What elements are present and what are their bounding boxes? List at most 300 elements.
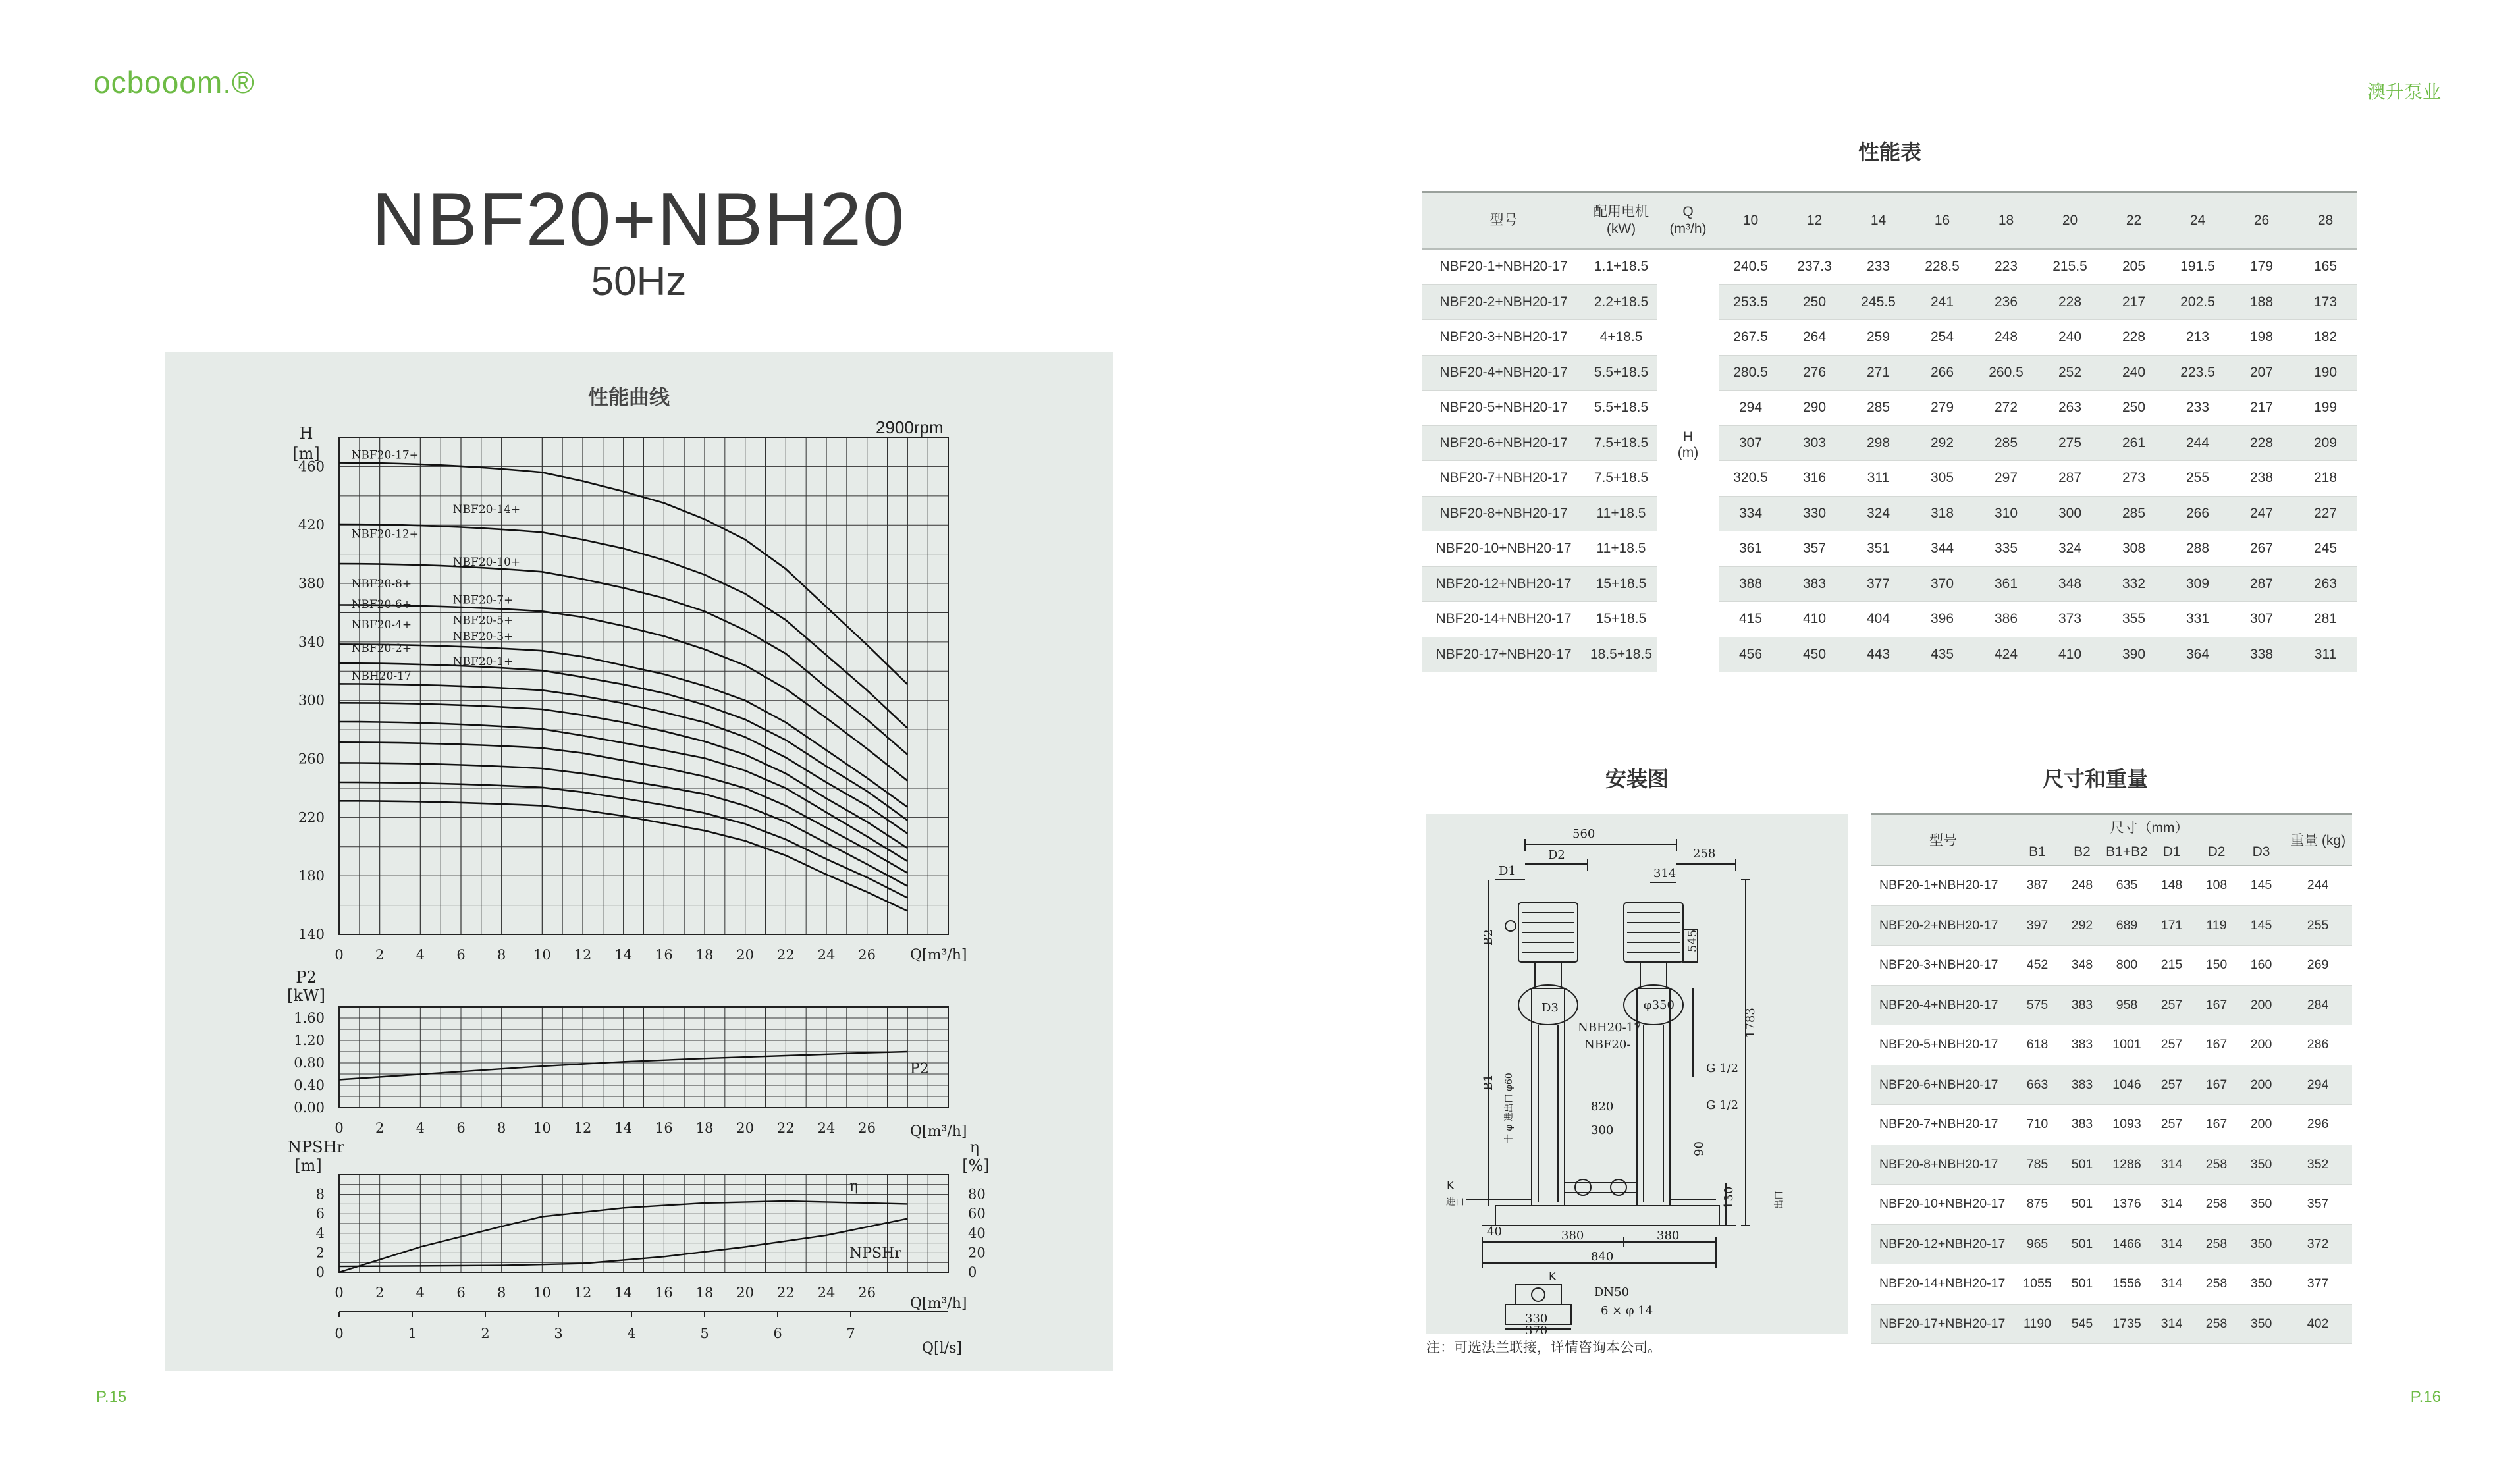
label-dn50: DN50 [1594, 1285, 1630, 1299]
dim-table-title: 尺寸和重量 [2042, 767, 2148, 791]
perf-h-cell [1657, 425, 1719, 461]
q-tick-label: 14 [614, 1120, 633, 1136]
dim-130: 130 [1722, 1186, 1736, 1209]
dim-value-cell: 387 [2015, 865, 2060, 905]
q-tick-label: 16 [655, 1285, 673, 1301]
perf-head-cell: 331 [2166, 602, 2230, 637]
q-tick-label: 14 [614, 947, 633, 963]
perf-h-cell [1657, 566, 1719, 602]
dim-value-cell: 958 [2104, 985, 2149, 1025]
label-outlet: 出口 [1774, 1191, 1784, 1209]
perf-header-q-value: 12 [1783, 192, 1846, 250]
label-inlet: 进口 [1446, 1197, 1464, 1208]
q-tick-label: 20 [736, 947, 755, 963]
performance-curves-chart [165, 352, 1113, 1371]
dim-value-cell: 257 [2149, 1025, 2194, 1065]
dim-weight-cell: 286 [2284, 1025, 2352, 1065]
npsh-tick-label: 0 [315, 1264, 325, 1280]
q-tick-label: 0 [335, 1120, 344, 1136]
perf-head-cell: 218 [2293, 461, 2357, 497]
dim-model-cell: NBF20-17+NBH20-17 [1871, 1304, 2015, 1344]
table-row [1871, 1264, 2352, 1305]
perf-head-cell: 443 [1846, 637, 1910, 672]
dim-value-cell: 350 [2239, 1304, 2284, 1344]
perf-head-cell: 173 [2293, 284, 2357, 320]
perf-head-cell: 318 [1910, 496, 1974, 531]
dim-weight-cell: 372 [2284, 1224, 2352, 1264]
perf-head-cell: 297 [1974, 461, 2038, 497]
perf-head-cell: 207 [2230, 355, 2293, 391]
perf-head-cell: 275 [2038, 425, 2102, 461]
curve-label: NBF20-12+ [351, 527, 419, 541]
perf-head-cell: 217 [2102, 284, 2166, 320]
npsh-tick-label: 6 [315, 1206, 325, 1222]
perf-head-cell: 292 [1910, 425, 1974, 461]
perf-model-cell: NBF20-7+NBH20-17 [1422, 461, 1585, 497]
perf-head-cell: 263 [2038, 391, 2102, 426]
perf-h-cell [1657, 284, 1719, 320]
product-title: NBF20+NBH20 [371, 178, 906, 261]
page-number-left: P.15 [96, 1388, 127, 1406]
perf-head-cell: 424 [1974, 637, 2038, 672]
product-frequency: 50Hz [591, 259, 687, 304]
q-tick-label: 24 [817, 1120, 836, 1136]
perf-head-cell: 253.5 [1719, 284, 1783, 320]
q-tick-label: 18 [695, 1120, 714, 1136]
perf-h-cell [1657, 496, 1719, 531]
p2-tick-label: 0.00 [294, 1100, 325, 1116]
dim-330: 330 [1525, 1312, 1548, 1326]
perf-model-cell: NBF20-2+NBH20-17 [1422, 284, 1585, 320]
table-row [1422, 249, 2357, 284]
dim-table-body [1871, 865, 2352, 1344]
perf-motor-cell: 5.5+18.5 [1585, 355, 1657, 391]
table-row [1871, 1025, 2352, 1065]
perf-head-cell: 435 [1910, 637, 1974, 672]
perf-head-cell: 228 [2230, 425, 2293, 461]
dim-model-cell: NBF20-7+NBH20-17 [1871, 1105, 2015, 1145]
dim-value-cell: 800 [2104, 946, 2149, 986]
perf-head-cell: 324 [2038, 531, 2102, 567]
perf-head-cell: 311 [1846, 461, 1910, 497]
dim-value-cell: 257 [2149, 1105, 2194, 1145]
dim-value-cell: 167 [2194, 1025, 2239, 1065]
perf-head-cell: 182 [2293, 320, 2357, 356]
curve-label: NBF20-10+ [452, 555, 521, 569]
q-unit-p2: Q[m³/h] [910, 1123, 967, 1140]
dim-value-cell: 167 [2194, 1105, 2239, 1145]
perf-head-cell: 287 [2230, 566, 2293, 602]
dim-value-cell: 383 [2060, 1065, 2104, 1105]
perf-head-cell: 309 [2166, 566, 2230, 602]
perf-head-cell: 254 [1910, 320, 1974, 356]
dimensions-table [1871, 813, 2352, 1344]
perf-head-cell: 248 [1974, 320, 2038, 356]
perf-motor-cell: 18.5+18.5 [1585, 637, 1657, 672]
dim-value-cell: 258 [2194, 1185, 2239, 1225]
ls-tick-label: 7 [846, 1326, 855, 1341]
perf-head-cell: 241 [1910, 284, 1974, 320]
table-row [1422, 602, 2357, 637]
q-tick-label: 10 [533, 1285, 551, 1301]
dim-d3: D3 [1541, 1001, 1559, 1015]
perf-head-cell: 320.5 [1719, 461, 1783, 497]
table-row [1871, 946, 2352, 986]
perf-head-cell: 261 [2102, 425, 2166, 461]
dim-weight-cell: 296 [2284, 1105, 2352, 1145]
dim-value-cell: 350 [2239, 1264, 2284, 1305]
dim-314: 314 [1653, 867, 1676, 880]
perf-head-cell: 310 [1974, 496, 2038, 531]
perf-head-cell: 223 [1974, 249, 2038, 284]
perf-header-motor [1585, 192, 1657, 250]
dim-value-cell: 501 [2060, 1185, 2104, 1225]
q-tick-label: 26 [858, 1285, 876, 1301]
table-row [1422, 320, 2357, 356]
perf-head-cell: 361 [1974, 566, 2038, 602]
dim-value-cell: 1556 [2104, 1264, 2149, 1305]
dim-value-cell: 119 [2194, 905, 2239, 946]
perf-head-cell: 279 [1910, 391, 1974, 426]
perf-head-cell: 266 [2166, 496, 2230, 531]
perf-head-cell: 215.5 [2038, 249, 2102, 284]
table-row [1871, 905, 2352, 946]
dim-header-dims: 尺寸（mm） [2015, 814, 2284, 840]
perf-h-cell [1657, 461, 1719, 497]
perf-head-cell: 316 [1783, 461, 1846, 497]
dim-model-cell: NBF20-4+NBH20-17 [1871, 985, 2015, 1025]
dim-90: 90 [1692, 1141, 1706, 1156]
eta-tick-label: 60 [968, 1206, 986, 1222]
perf-head-cell: 240 [2038, 320, 2102, 356]
h-tick-label: 180 [298, 868, 325, 884]
perf-head-cell: 330 [1783, 496, 1846, 531]
perf-motor-cell: 7.5+18.5 [1585, 461, 1657, 497]
dim-value-cell: 258 [2194, 1304, 2239, 1344]
table-row [1422, 461, 2357, 497]
perf-head-cell: 227 [2293, 496, 2357, 531]
dim-model-cell: NBF20-5+NBH20-17 [1871, 1025, 2015, 1065]
dim-value-cell: 383 [2060, 985, 2104, 1025]
h-axis-title: H [299, 424, 313, 443]
p2-tick-label: 1.60 [294, 1010, 325, 1026]
perf-head-cell: 383 [1783, 566, 1846, 602]
perf-h-unit: (m) [1677, 445, 1699, 460]
table-row [1422, 637, 2357, 672]
dim-value-cell: 200 [2239, 1025, 2284, 1065]
perf-head-cell: 240.5 [1719, 249, 1783, 284]
dim-value-cell: 167 [2194, 1065, 2239, 1105]
perf-motor-cell: 7.5+18.5 [1585, 425, 1657, 461]
p2-tick-label: 1.20 [294, 1033, 325, 1048]
perf-head-cell: 228.5 [1910, 249, 1974, 284]
label-nbf: NBF20- [1584, 1038, 1631, 1052]
installation-drawing-panel [1426, 814, 1848, 1334]
perf-head-cell: 344 [1910, 531, 1974, 567]
ls-tick-label: 2 [481, 1326, 490, 1341]
dim-value-cell: 215 [2149, 946, 2194, 986]
q-tick-label: 6 [456, 1120, 466, 1136]
perf-head-cell: 267 [2230, 531, 2293, 567]
perf-motor-cell: 5.5+18.5 [1585, 391, 1657, 426]
dim-header-model: 型号 [1871, 814, 2015, 866]
perf-head-cell: 266 [1910, 355, 1974, 391]
perf-header-q-value: 14 [1846, 192, 1910, 250]
dim-value-cell: 785 [2015, 1145, 2060, 1185]
perf-h-cell [1657, 637, 1719, 672]
dim-model-cell: NBF20-10+NBH20-17 [1871, 1185, 2015, 1225]
perf-header-q-value: 28 [2293, 192, 2357, 250]
perf-head-cell: 324 [1846, 496, 1910, 531]
dim-value-cell: 160 [2239, 946, 2284, 986]
dim-value-cell: 257 [2149, 985, 2194, 1025]
table-row [1871, 1304, 2352, 1344]
perf-head-cell: 388 [1719, 566, 1783, 602]
perf-head-cell: 410 [2038, 637, 2102, 672]
dim-value-cell: 314 [2149, 1145, 2194, 1185]
dim-value-cell: 1190 [2015, 1304, 2060, 1344]
dim-1783: 1783 [1744, 1008, 1757, 1038]
table-row [1871, 1105, 2352, 1145]
performance-table [1422, 191, 2357, 672]
perf-head-cell: 357 [1783, 531, 1846, 567]
perf-motor-cell: 11+18.5 [1585, 531, 1657, 567]
perf-head-cell: 264 [1783, 320, 1846, 356]
dim-545: 545 [1686, 929, 1700, 952]
curve-label: NBF20-5+ [452, 614, 514, 628]
dim-value-cell: 314 [2149, 1185, 2194, 1225]
perf-head-cell: 285 [2102, 496, 2166, 531]
perf-head-cell: 305 [1910, 461, 1974, 497]
h-tick-label: 260 [298, 751, 325, 767]
dim-value-cell: 1093 [2104, 1105, 2149, 1145]
perf-head-cell: 179 [2230, 249, 2293, 284]
perf-head-cell: 300 [2038, 496, 2102, 531]
perf-head-cell: 285 [1974, 425, 2038, 461]
dim-model-cell: NBF20-6+NBH20-17 [1871, 1065, 2015, 1105]
dim-value-cell: 171 [2149, 905, 2194, 946]
perf-head-cell: 377 [1846, 566, 1910, 602]
perf-head-cell: 247 [2230, 496, 2293, 531]
dim-value-cell: 635 [2104, 865, 2149, 905]
label-bolts: 6 × φ 14 [1601, 1304, 1653, 1318]
dim-weight-cell: 255 [2284, 905, 2352, 946]
perf-motor-cell: 15+18.5 [1585, 566, 1657, 602]
dim-value-cell: 258 [2194, 1224, 2239, 1264]
q-tick-label: 20 [736, 1120, 755, 1136]
dim-weight-cell: 269 [2284, 946, 2352, 986]
npsh-axis-unit: [m] [294, 1156, 322, 1175]
table-row [1871, 1065, 2352, 1105]
perf-head-cell: 404 [1846, 602, 1910, 637]
dim-value-cell: 314 [2149, 1304, 2194, 1344]
brand-name-cn: 澳升泵业 [2367, 82, 2441, 102]
perf-head-cell: 240 [2102, 355, 2166, 391]
h-tick-label: 460 [298, 458, 325, 475]
dim-value-cell: 350 [2239, 1185, 2284, 1225]
brand-logo: ocbooom.® [94, 65, 255, 99]
p2-curve-label: P2 [910, 1061, 929, 1077]
npsh-tick-label: 2 [315, 1245, 325, 1261]
perf-head-cell: 396 [1910, 602, 1974, 637]
perf-header-q-value: 26 [2230, 192, 2293, 250]
dim-value-cell: 257 [2149, 1065, 2194, 1105]
perf-header-q-label: Q [1682, 203, 1694, 219]
dim-value-cell: 348 [2060, 946, 2104, 986]
perf-head-cell: 311 [2293, 637, 2357, 672]
dim-value-cell: 1046 [2104, 1065, 2149, 1105]
dim-value-cell: 258 [2194, 1264, 2239, 1305]
perf-head-cell: 410 [1783, 602, 1846, 637]
perf-head-cell: 237.3 [1783, 249, 1846, 284]
dim-value-cell: 501 [2060, 1145, 2104, 1185]
curve-label: NBF20-1+ [452, 655, 514, 668]
perf-head-cell: 348 [2038, 566, 2102, 602]
label-g12a: G 1/2 [1706, 1062, 1739, 1075]
perf-head-cell: 271 [1846, 355, 1910, 391]
dim-value-cell: 545 [2060, 1304, 2104, 1344]
dim-weight-cell: 357 [2284, 1185, 2352, 1225]
perf-motor-cell: 11+18.5 [1585, 496, 1657, 531]
perf-head-cell: 202.5 [2166, 284, 2230, 320]
q-tick-label: 12 [574, 1120, 592, 1136]
label-k2: K [1548, 1270, 1557, 1283]
perf-model-cell: NBF20-4+NBH20-17 [1422, 355, 1585, 391]
perf-head-cell: 335 [1974, 531, 2038, 567]
p2-axis-unit: [kW] [287, 986, 325, 1005]
perf-head-cell: 252 [2038, 355, 2102, 391]
perf-head-cell: 338 [2230, 637, 2293, 672]
perf-head-cell: 245.5 [1846, 284, 1910, 320]
perf-head-cell: 276 [1783, 355, 1846, 391]
eta-tick-label: 40 [968, 1225, 986, 1241]
dim-value-cell: 145 [2239, 865, 2284, 905]
perf-h-cell [1657, 602, 1719, 637]
perf-head-cell: 213 [2166, 320, 2230, 356]
q-tick-label: 18 [695, 1285, 714, 1301]
dim-value-cell: 1286 [2104, 1145, 2149, 1185]
perf-head-cell: 273 [2102, 461, 2166, 497]
perf-h-cell [1657, 531, 1719, 567]
q-ls-unit: Q[l/s] [922, 1340, 962, 1357]
eta-curve-label: η [849, 1178, 859, 1195]
perf-head-cell: 285 [1846, 391, 1910, 426]
eta-tick-label: 0 [968, 1264, 977, 1280]
dim-380b: 380 [1657, 1229, 1680, 1243]
perf-head-cell: 205 [2102, 249, 2166, 284]
q-tick-label: 6 [456, 1285, 466, 1301]
dim-value-cell: 258 [2194, 1145, 2239, 1185]
perf-header-motor-unit: (kW) [1606, 221, 1636, 236]
perf-motor-cell: 15+18.5 [1585, 602, 1657, 637]
q-tick-label: 10 [533, 1120, 551, 1136]
dim-840: 840 [1591, 1250, 1614, 1264]
dim-value-cell: 350 [2239, 1224, 2284, 1264]
ls-tick-label: 6 [773, 1326, 782, 1341]
q-tick-label: 8 [496, 947, 506, 963]
dim-value-cell: 710 [2015, 1105, 2060, 1145]
perf-header-model: 型号 [1422, 192, 1585, 250]
h-tick-label: 140 [298, 927, 325, 942]
perf-header-q-value: 22 [2102, 192, 2166, 250]
perf-head-cell: 228 [2102, 320, 2166, 356]
dim-value-cell: 383 [2060, 1025, 2104, 1065]
perf-model-cell: NBF20-17+NBH20-17 [1422, 637, 1585, 672]
perf-head-cell: 294 [1719, 391, 1783, 426]
perf-header-q-value: 16 [1910, 192, 1974, 250]
perf-head-cell: 450 [1783, 637, 1846, 672]
h-tick-label: 300 [298, 692, 325, 709]
perf-model-cell: NBF20-5+NBH20-17 [1422, 391, 1585, 426]
q-tick-label: 10 [533, 947, 551, 963]
dim-weight-cell: 352 [2284, 1145, 2352, 1185]
q-unit-main: Q[m³/h] [910, 947, 967, 963]
q-tick-label: 8 [496, 1285, 506, 1301]
perf-head-cell: 386 [1974, 602, 2038, 637]
perf-head-cell: 260.5 [1974, 355, 2038, 391]
q-tick-label: 4 [416, 947, 425, 963]
dim-value-cell: 397 [2015, 905, 2060, 946]
q-tick-label: 20 [736, 1285, 755, 1301]
perf-h-label: H [1682, 429, 1694, 445]
eta-axis-unit: [%] [962, 1156, 990, 1175]
ls-tick-label: 5 [700, 1326, 709, 1341]
label-k: K [1446, 1179, 1455, 1193]
q-tick-label: 14 [614, 1285, 633, 1301]
dim-value-cell: 200 [2239, 1105, 2284, 1145]
curves-title: 性能曲线 [588, 386, 670, 409]
perf-table-body [1422, 249, 2357, 672]
perf-head-cell: 332 [2102, 566, 2166, 602]
dim-value-cell: 145 [2239, 905, 2284, 946]
perf-head-cell: 364 [2166, 637, 2230, 672]
perf-header-q-value: 10 [1719, 192, 1783, 250]
h-tick-label: 340 [298, 634, 325, 650]
dim-value-cell: 965 [2015, 1224, 2060, 1264]
perf-head-cell: 188 [2230, 284, 2293, 320]
dim-model-cell: NBF20-1+NBH20-17 [1871, 865, 2015, 905]
perf-head-cell: 209 [2293, 425, 2357, 461]
perf-head-cell: 281 [2293, 602, 2357, 637]
dim-value-cell: 200 [2239, 985, 2284, 1025]
perf-head-cell: 361 [1719, 531, 1783, 567]
q-tick-label: 4 [416, 1120, 425, 1136]
perf-h-cell [1657, 391, 1719, 426]
dim-value-cell: 452 [2015, 946, 2060, 986]
perf-motor-cell: 1.1+18.5 [1585, 249, 1657, 284]
dim-value-cell: 200 [2239, 1065, 2284, 1105]
q-tick-label: 16 [655, 1120, 673, 1136]
dim-header-col: D1 [2149, 840, 2194, 865]
perf-header-q [1657, 192, 1719, 250]
perf-head-cell: 198 [2230, 320, 2293, 356]
dim-value-cell: 1466 [2104, 1224, 2149, 1264]
p2-tick-label: 0.80 [294, 1055, 325, 1071]
npsh-axis-title: NPSHr [288, 1138, 344, 1156]
installation-note: 注：可选法兰联接，详情咨询本公司。 [1426, 1340, 1661, 1355]
q-tick-label: 22 [776, 1285, 795, 1301]
dim-header-col: B1 [2015, 840, 2060, 865]
dim-weight-cell: 294 [2284, 1065, 2352, 1105]
curve-label: NBF20-17+ [351, 448, 419, 462]
installation-title: 安装图 [1605, 767, 1669, 791]
label-inlet-note: 十 φ 进出口 φ60 [1504, 1073, 1515, 1143]
q-tick-label: 24 [817, 947, 836, 963]
dim-value-cell: 689 [2104, 905, 2149, 946]
perf-head-cell: 355 [2102, 602, 2166, 637]
table-row [1422, 284, 2357, 320]
perf-head-cell: 288 [2166, 531, 2230, 567]
